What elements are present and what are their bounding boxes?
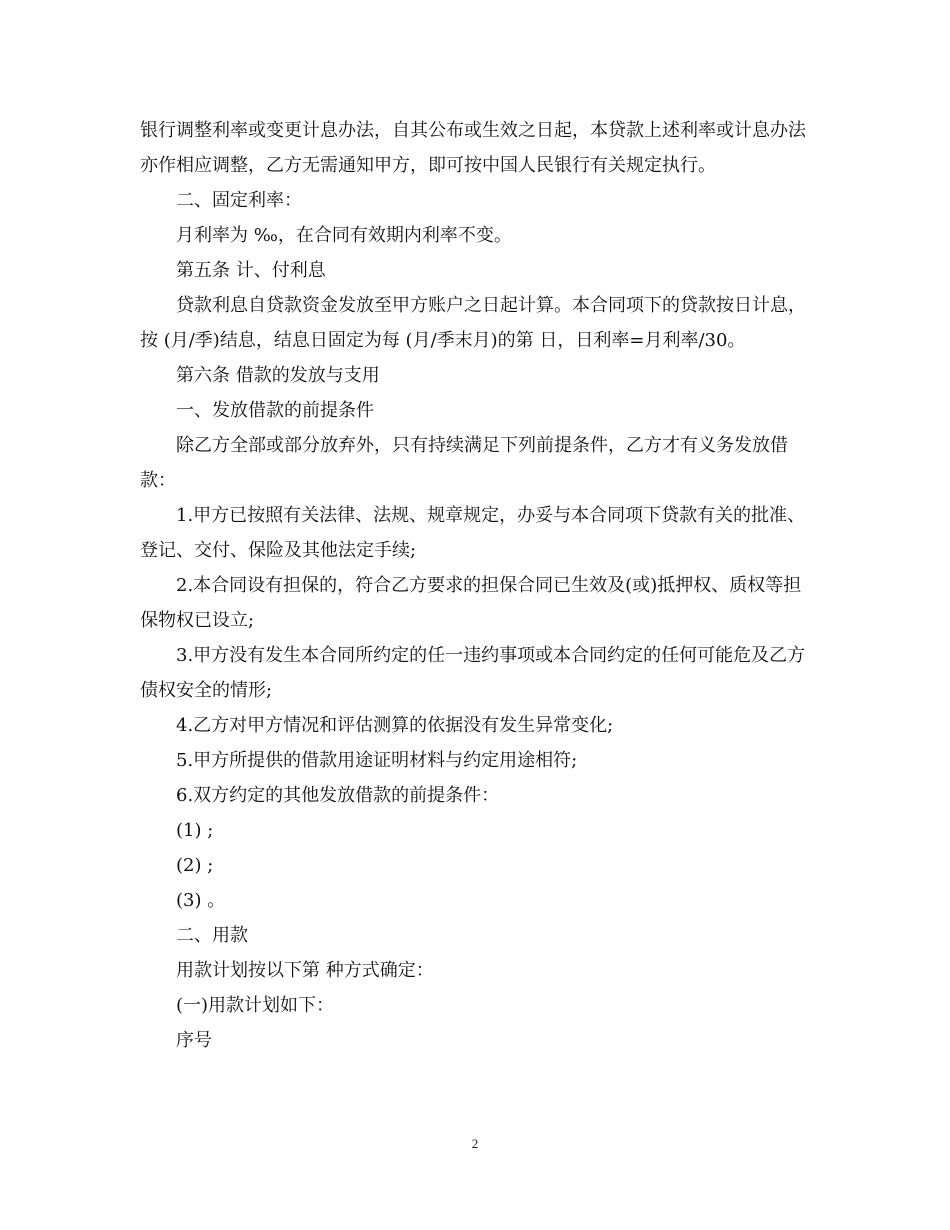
sub-item-1: (1) ; bbox=[176, 820, 214, 841]
paragraph-drawdown-method: 用款计划按以下第 种方式确定： bbox=[176, 960, 434, 981]
paragraph-preconditions-intro: 除乙方全部或部分放弃外，只有持续满足下列前提条件，乙方才有义务发放借款： bbox=[140, 435, 788, 491]
list-item-condition-3: 3.甲方没有发生本合同所约定的任一违约事项或本合同约定的任何可能危及乙方债权安全的情形; bbox=[140, 645, 806, 701]
paragraph-monthly-rate: 月利率为 ‰，在合同有效期内利率不变。 bbox=[176, 225, 512, 246]
paragraph-rate-adjustment: 银行调整利率或变更计息办法，自其公布或生效之日起，本贷款上述利率或计息办法亦作相应调整，乙方无需通知甲方，即可按中国人民银行有关规定执行。 bbox=[140, 120, 806, 176]
heading-article-6: 第六条 借款的发放与支用 bbox=[176, 365, 380, 386]
list-item-condition-1: 1.甲方已按照有关法律、法规、规章规定，办妥与本合同项下贷款有关的批准、登记、交付、保险及其他法定手续; bbox=[140, 505, 806, 561]
table-header-serial-number: 序号 bbox=[176, 1030, 212, 1051]
page-number: 2 bbox=[471, 1136, 479, 1151]
heading-drawdown: 二、用款 bbox=[176, 925, 248, 946]
list-item-condition-5: 5.甲方所提供的借款用途证明材料与约定用途相符; bbox=[176, 750, 578, 771]
heading-preconditions: 一、发放借款的前提条件 bbox=[176, 400, 374, 421]
list-item-condition-6: 6.双方约定的其他发放借款的前提条件： bbox=[176, 785, 500, 806]
list-item-condition-4: 4.乙方对甲方情况和评估测算的依据没有发生异常变化; bbox=[176, 715, 614, 736]
sub-item-3: (3) 。 bbox=[176, 890, 226, 911]
heading-fixed-rate: 二、固定利率： bbox=[176, 190, 302, 211]
document-body bbox=[140, 113, 810, 1058]
sub-item-2: (2) ; bbox=[176, 855, 214, 876]
heading-article-5: 第五条 计、付利息 bbox=[176, 260, 326, 281]
paragraph-drawdown-plan: (一)用款计划如下： bbox=[176, 995, 335, 1016]
list-item-condition-2: 2.本合同设有担保的，符合乙方要求的担保合同已生效及(或)抵押权、质权等担保物权已设立; bbox=[140, 575, 802, 631]
paragraph-interest-calculation: 贷款利息自贷款资金发放至甲方账户之日起计算。本合同项下的贷款按日计息，按 (月/季)结息，结息日固定为每 (月/季末月)的第 日，日利率=月利率/30。 bbox=[140, 295, 806, 351]
